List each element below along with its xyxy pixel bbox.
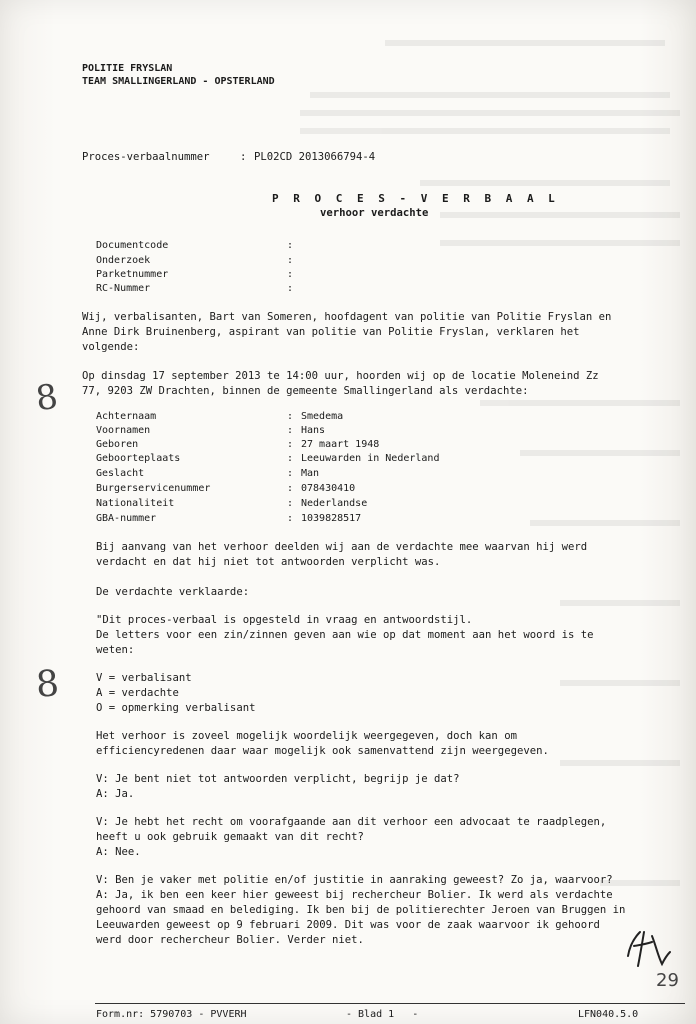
pv-number-label: Proces-verbaalnummer xyxy=(82,151,210,163)
code-sep: : xyxy=(287,269,294,280)
suspect-label: Geboren xyxy=(96,439,139,450)
qa-line: V: Je bent niet tot antwoorden verplicht, begrijp je dat? xyxy=(96,773,460,785)
footer-code: LFN040.5.0 xyxy=(578,1009,639,1020)
qa-line: Leeuwarden geweest op 9 februari 2009. Dit was voor de zaak waarvoor ik gehoord xyxy=(96,919,600,931)
qa-line: V: Je hebt het recht om voorafgaande aan dit verhoor een advocaat te raadplegen, xyxy=(96,816,607,828)
qa-line: A: Ja, ik ben een keer hier geweest bij rechercheur Bolier. Ik werd als verdachte xyxy=(96,889,613,901)
declared-heading: De verdachte verklaarde: xyxy=(96,586,250,598)
format-line: "Dit proces-verbaal is opgesteld in vraag en antwoordstijl. xyxy=(96,614,473,626)
code-label: RC-Nummer xyxy=(96,283,151,294)
suspect-value: Hans xyxy=(301,425,326,436)
qa-line: A: Ja. xyxy=(96,788,135,800)
handwritten-margin-mark: 8 xyxy=(33,376,61,420)
format-line: De letters voor een zin/zinnen geven aan wie op dat moment aan het woord is te xyxy=(96,629,594,641)
qa-line: werd door rechercheur Bolier. Verder niet. xyxy=(96,934,364,946)
legend-item: O = opmerking verbalisant xyxy=(96,702,256,714)
verbatim-line: efficiencyredenen daar waar mogelijk ook samenvattend zijn weergegeven. xyxy=(96,745,549,757)
caution-line: verdacht en dat hij niet tot antwoorden verplicht was. xyxy=(96,556,441,568)
legend-item: V = verbalisant xyxy=(96,672,192,684)
footer-page-label: - Blad 1 - xyxy=(346,1009,419,1020)
suspect-value: 27 maart 1948 xyxy=(301,439,380,450)
suspect-label: Burgerservicenummer xyxy=(96,483,211,494)
qa-line: V: Ben je vaker met politie en/of justitie in aanraking geweest? Zo ja, waarvoor? xyxy=(96,874,613,886)
suspect-value: Nederlandse xyxy=(301,498,368,509)
intro-line: Wij, verbalisanten, Bart van Someren, hoofdagent van politie van Politie Fryslan en xyxy=(82,311,612,323)
suspect-sep: : xyxy=(287,483,294,494)
code-sep: : xyxy=(287,283,294,294)
suspect-sep: : xyxy=(287,468,294,479)
footer-divider xyxy=(95,1003,685,1004)
code-sep: : xyxy=(287,255,294,266)
suspect-sep: : xyxy=(287,498,294,509)
suspect-label: Voornamen xyxy=(96,425,151,436)
suspect-sep: : xyxy=(287,513,294,524)
suspect-label: Geslacht xyxy=(96,468,145,479)
pv-number-value: PL02CD 2013066794-4 xyxy=(254,151,376,163)
code-label: Documentcode xyxy=(96,240,169,251)
suspect-label: Geboorteplaats xyxy=(96,453,181,464)
handwritten-initials xyxy=(622,926,674,974)
document-title: P R O C E S - V E R B A A L xyxy=(272,192,559,205)
session-line: 77, 9203 ZW Drachten, binnen de gemeente Smallingerland als verdachte: xyxy=(82,385,529,397)
caution-line: Bij aanvang van het verhoor deelden wij aan de verdachte mee waarvan hij werd xyxy=(96,541,588,553)
suspect-value: Smedema xyxy=(301,411,344,422)
qa-line: gehoord van smaad en belediging. Ik ben bij de politierechter Jeroen van Bruggen in xyxy=(96,904,626,916)
legend-item: A = verdachte xyxy=(96,687,179,699)
session-line: Op dinsdag 17 september 2013 te 14:00 uur, hoorden wij op de locatie Moleneind Zz xyxy=(82,370,599,382)
suspect-sep: : xyxy=(287,425,294,436)
format-line: weten: xyxy=(96,644,135,656)
suspect-sep: : xyxy=(287,453,294,464)
suspect-value: 078430410 xyxy=(301,483,356,494)
suspect-value: 1039828517 xyxy=(301,513,362,524)
suspect-value: Man xyxy=(301,468,320,479)
code-label: Onderzoek xyxy=(96,255,151,266)
org-name: POLITIE FRYSLAN xyxy=(82,63,173,74)
qa-line: heeft u ook gebruik gemaakt van dit recht? xyxy=(96,831,364,843)
suspect-sep: : xyxy=(287,439,294,450)
handwritten-page-number: 29 xyxy=(656,970,679,991)
code-label: Parketnummer xyxy=(96,269,169,280)
pv-number-sep: : xyxy=(240,151,247,163)
footer-form-number: Form.nr: 5790703 - PVVERH xyxy=(96,1009,247,1020)
suspect-label: Nationaliteit xyxy=(96,498,175,509)
verbatim-line: Het verhoor is zoveel mogelijk woordelijk weergegeven, doch kan om xyxy=(96,730,517,742)
code-sep: : xyxy=(287,240,294,251)
intro-line: Anne Dirk Bruinenberg, aspirant van politie van Politie Fryslan, verklaren het xyxy=(82,326,580,338)
suspect-label: Achternaam xyxy=(96,411,157,422)
suspect-sep: : xyxy=(287,411,294,422)
intro-line: volgende: xyxy=(82,341,140,353)
suspect-value: Leeuwarden in Nederland xyxy=(301,453,440,464)
qa-line: A: Nee. xyxy=(96,846,141,858)
suspect-label: GBA-nummer xyxy=(96,513,157,524)
org-team: TEAM SMALLINGERLAND - OPSTERLAND xyxy=(82,76,275,87)
handwritten-margin-mark: 8 xyxy=(34,663,61,706)
document-subtitle: verhoor verdachte xyxy=(320,207,429,219)
